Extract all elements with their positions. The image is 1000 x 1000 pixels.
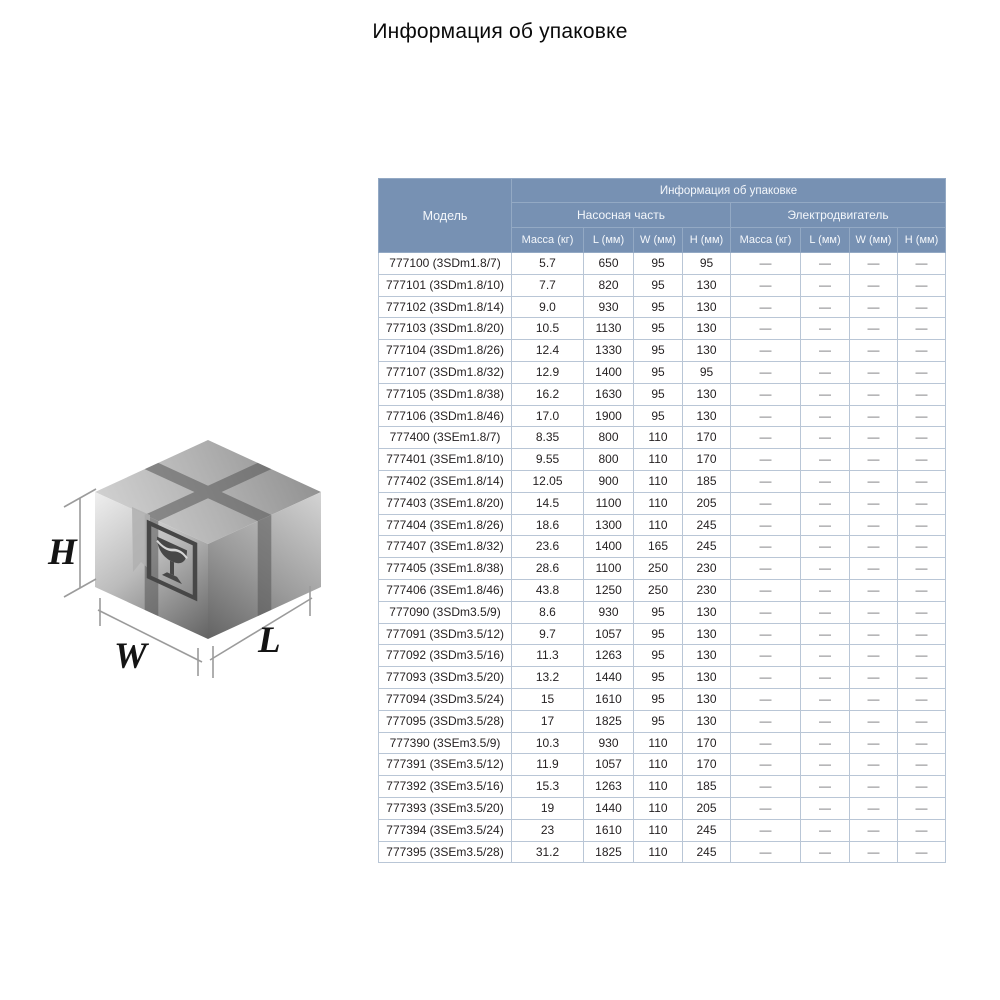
cell-value: 95 [634, 710, 683, 732]
column-header-model: Модель [379, 179, 512, 253]
cell-value: — [898, 667, 946, 689]
cell-value: — [731, 776, 801, 798]
cell-value: — [801, 361, 850, 383]
cell-value: 1440 [584, 797, 634, 819]
cell-value: 11.9 [512, 754, 584, 776]
cell-value: — [850, 492, 898, 514]
cell-value: 1900 [584, 405, 634, 427]
cell-value: 1400 [584, 361, 634, 383]
table-row [379, 536, 946, 558]
cell-value: 110 [634, 819, 683, 841]
cell-value: 1330 [584, 340, 634, 362]
table-row [379, 579, 946, 601]
cell-value: 1057 [584, 754, 634, 776]
cell-value: 245 [683, 514, 731, 536]
cell-value: — [801, 623, 850, 645]
cell-value: 95 [683, 361, 731, 383]
cell-value: — [898, 623, 946, 645]
cell-value: 205 [683, 797, 731, 819]
cell-value: — [801, 536, 850, 558]
cell-model: 777403 (3SEm1.8/20) [379, 492, 512, 514]
cell-value: — [898, 601, 946, 623]
cell-value: — [731, 318, 801, 340]
cell-value: 245 [683, 819, 731, 841]
cell-value: 245 [683, 536, 731, 558]
cell-value: — [801, 296, 850, 318]
cell-value: — [850, 841, 898, 863]
cell-value: — [898, 253, 946, 275]
cell-value: — [898, 449, 946, 471]
cell-value: 95 [634, 645, 683, 667]
cell-value: 110 [634, 776, 683, 798]
cell-value: 110 [634, 797, 683, 819]
cell-value: — [898, 492, 946, 514]
cell-value: — [731, 667, 801, 689]
cell-model: 777405 (3SEm1.8/38) [379, 558, 512, 580]
cell-value: 23.6 [512, 536, 584, 558]
cell-value: 130 [683, 318, 731, 340]
cell-value: — [731, 623, 801, 645]
unit-header-pump-l: L (мм) [584, 228, 634, 253]
cell-value: — [801, 754, 850, 776]
cell-value: — [801, 340, 850, 362]
cell-value: 9.0 [512, 296, 584, 318]
cell-value: 1100 [584, 492, 634, 514]
cell-value: 95 [634, 601, 683, 623]
cell-model: 777407 (3SEm1.8/32) [379, 536, 512, 558]
cell-value: — [850, 776, 898, 798]
cell-value: — [898, 536, 946, 558]
cell-value: 95 [683, 253, 731, 275]
cell-value: 17.0 [512, 405, 584, 427]
cell-value: 95 [634, 318, 683, 340]
cell-value: — [801, 427, 850, 449]
cell-value: — [898, 645, 946, 667]
cell-value: — [850, 645, 898, 667]
cell-value: 15 [512, 688, 584, 710]
table-row [379, 514, 946, 536]
cell-value: — [801, 492, 850, 514]
cell-value: — [850, 405, 898, 427]
cell-model: 777101 (3SDm1.8/10) [379, 274, 512, 296]
table-row [379, 296, 946, 318]
cell-value: — [801, 819, 850, 841]
cell-value: — [898, 405, 946, 427]
cell-value: — [731, 688, 801, 710]
cell-value: 1130 [584, 318, 634, 340]
cell-value: 23 [512, 819, 584, 841]
table-row [379, 754, 946, 776]
cell-value: — [898, 361, 946, 383]
cell-value: 95 [634, 296, 683, 318]
cell-model: 777107 (3SDm1.8/32) [379, 361, 512, 383]
cell-model: 777095 (3SDm3.5/28) [379, 710, 512, 732]
cell-value: 1057 [584, 623, 634, 645]
cell-value: 165 [634, 536, 683, 558]
cell-value: — [898, 470, 946, 492]
cell-value: 250 [634, 579, 683, 601]
cell-value: — [801, 383, 850, 405]
package-box-diagram [40, 422, 342, 684]
cell-value: — [850, 253, 898, 275]
cell-value: — [731, 645, 801, 667]
cell-value: 95 [634, 274, 683, 296]
cell-value: 10.5 [512, 318, 584, 340]
cell-value: — [731, 710, 801, 732]
cell-value: — [731, 601, 801, 623]
cell-value: — [731, 579, 801, 601]
cell-value: 130 [683, 274, 731, 296]
cell-model: 777401 (3SEm1.8/10) [379, 449, 512, 471]
cell-value: — [898, 776, 946, 798]
table-row [379, 776, 946, 798]
cell-value: 9.7 [512, 623, 584, 645]
cell-value: 95 [634, 688, 683, 710]
column-header-motor-section: Электродвигатель [731, 203, 946, 228]
cell-value: 110 [634, 449, 683, 471]
unit-header-motor-w: W (мм) [850, 228, 898, 253]
cell-value: — [801, 688, 850, 710]
cell-value: 130 [683, 296, 731, 318]
cell-model: 777390 (3SEm3.5/9) [379, 732, 512, 754]
cell-value: 1263 [584, 776, 634, 798]
unit-header-motor-h: H (мм) [898, 228, 946, 253]
cell-value: — [850, 274, 898, 296]
cell-model: 777395 (3SEm3.5/28) [379, 841, 512, 863]
cell-value: 1300 [584, 514, 634, 536]
cell-model: 777091 (3SDm3.5/12) [379, 623, 512, 645]
label-width: W [114, 636, 147, 677]
table-row [379, 601, 946, 623]
label-length: L [258, 620, 281, 661]
cell-value: — [801, 732, 850, 754]
cell-model: 777402 (3SEm1.8/14) [379, 470, 512, 492]
cell-model: 777104 (3SDm1.8/26) [379, 340, 512, 362]
cell-value: — [850, 601, 898, 623]
cell-model: 777400 (3SEm1.8/7) [379, 427, 512, 449]
cell-value: 130 [683, 623, 731, 645]
cell-value: — [731, 470, 801, 492]
cell-value: — [898, 340, 946, 362]
cell-value: 230 [683, 558, 731, 580]
cell-value: — [850, 623, 898, 645]
cell-value: — [801, 776, 850, 798]
cell-value: 1610 [584, 819, 634, 841]
cell-value: 8.35 [512, 427, 584, 449]
cell-value: — [801, 449, 850, 471]
cell-model: 777090 (3SDm3.5/9) [379, 601, 512, 623]
column-header-pump-section: Насосная часть [512, 203, 731, 228]
cell-value: — [898, 579, 946, 601]
cell-value: — [850, 340, 898, 362]
cell-value: 31.2 [512, 841, 584, 863]
cell-value: 250 [634, 558, 683, 580]
cell-value: 130 [683, 645, 731, 667]
cell-value: 205 [683, 492, 731, 514]
cell-value: — [850, 514, 898, 536]
cell-value: 900 [584, 470, 634, 492]
cell-value: 1825 [584, 841, 634, 863]
cell-value: — [898, 710, 946, 732]
cell-model: 777103 (3SDm1.8/20) [379, 318, 512, 340]
cell-value: 820 [584, 274, 634, 296]
table-row [379, 405, 946, 427]
cell-value: — [898, 318, 946, 340]
page-title: Информация об упаковке [372, 20, 628, 43]
cell-value: 800 [584, 427, 634, 449]
cell-value: 170 [683, 427, 731, 449]
cell-value: 930 [584, 732, 634, 754]
table-row [379, 623, 946, 645]
table-row [379, 797, 946, 819]
cell-value: — [731, 296, 801, 318]
cell-value: 95 [634, 623, 683, 645]
cell-value: 110 [634, 427, 683, 449]
cell-model: 777106 (3SDm1.8/46) [379, 405, 512, 427]
cell-model: 777406 (3SEm1.8/46) [379, 579, 512, 601]
table-row [379, 470, 946, 492]
cell-value: — [850, 470, 898, 492]
cell-value: 1263 [584, 645, 634, 667]
unit-header-pump-mass: Масса (кг) [512, 228, 584, 253]
cell-model: 777094 (3SDm3.5/24) [379, 688, 512, 710]
cell-value: — [801, 274, 850, 296]
cell-value: — [731, 405, 801, 427]
cell-value: — [801, 667, 850, 689]
cell-value: — [731, 558, 801, 580]
cell-value: 650 [584, 253, 634, 275]
cell-value: — [850, 383, 898, 405]
table-row [379, 841, 946, 863]
cell-value: — [850, 296, 898, 318]
cell-value: — [850, 688, 898, 710]
cell-value: — [850, 361, 898, 383]
cell-value: 95 [634, 361, 683, 383]
cell-value: 170 [683, 754, 731, 776]
cell-value: 130 [683, 340, 731, 362]
cell-value: — [850, 754, 898, 776]
cell-value: 7.7 [512, 274, 584, 296]
cell-value: 110 [634, 492, 683, 514]
cell-value: 130 [683, 667, 731, 689]
cell-value: 5.7 [512, 253, 584, 275]
cell-value: — [898, 296, 946, 318]
cell-value: — [898, 797, 946, 819]
cell-value: 19 [512, 797, 584, 819]
cell-value: 110 [634, 514, 683, 536]
cell-value: 9.55 [512, 449, 584, 471]
cell-model: 777393 (3SEm3.5/20) [379, 797, 512, 819]
cell-value: 16.2 [512, 383, 584, 405]
cell-value: 95 [634, 667, 683, 689]
cell-value: — [731, 449, 801, 471]
cell-value: — [850, 536, 898, 558]
cell-value: — [898, 688, 946, 710]
cell-value: — [898, 427, 946, 449]
cell-value: — [898, 819, 946, 841]
cell-model: 777394 (3SEm3.5/24) [379, 819, 512, 841]
table-row [379, 449, 946, 471]
cell-value: 8.6 [512, 601, 584, 623]
cell-value: — [898, 732, 946, 754]
cell-value: — [731, 427, 801, 449]
cell-value: 110 [634, 470, 683, 492]
cell-value: 185 [683, 776, 731, 798]
cell-value: — [801, 405, 850, 427]
cell-value: 11.3 [512, 645, 584, 667]
table-row [379, 361, 946, 383]
cell-value: 1250 [584, 579, 634, 601]
cell-value: 1440 [584, 667, 634, 689]
cell-value: 18.6 [512, 514, 584, 536]
cell-value: 12.9 [512, 361, 584, 383]
cell-model: 777404 (3SEm1.8/26) [379, 514, 512, 536]
cell-value: 17 [512, 710, 584, 732]
cell-value: — [850, 732, 898, 754]
cell-value: 28.6 [512, 558, 584, 580]
table-row [379, 274, 946, 296]
cell-value: 1630 [584, 383, 634, 405]
table-row [379, 427, 946, 449]
table-row [379, 558, 946, 580]
cell-value: — [850, 819, 898, 841]
cell-value: — [898, 841, 946, 863]
table-row [379, 340, 946, 362]
cell-model: 777105 (3SDm1.8/38) [379, 383, 512, 405]
label-height: H [48, 532, 77, 573]
cell-model: 777392 (3SEm3.5/16) [379, 776, 512, 798]
cell-value: — [850, 797, 898, 819]
cell-value: — [850, 710, 898, 732]
cell-value: — [731, 819, 801, 841]
cell-value: 130 [683, 383, 731, 405]
cell-value: 95 [634, 340, 683, 362]
cell-value: 1610 [584, 688, 634, 710]
cell-value: — [850, 427, 898, 449]
cell-value: 12.05 [512, 470, 584, 492]
cell-value: — [801, 579, 850, 601]
cell-value: — [731, 361, 801, 383]
cell-value: — [731, 754, 801, 776]
table-row [379, 710, 946, 732]
table-row [379, 383, 946, 405]
cell-model: 777391 (3SEm3.5/12) [379, 754, 512, 776]
cell-value: 1100 [584, 558, 634, 580]
cell-value: 230 [683, 579, 731, 601]
cell-model: 777093 (3SDm3.5/20) [379, 667, 512, 689]
table-row [379, 318, 946, 340]
cell-value: — [898, 514, 946, 536]
cell-value: — [731, 253, 801, 275]
cell-value: — [801, 841, 850, 863]
cell-model: 777092 (3SDm3.5/16) [379, 645, 512, 667]
cell-value: — [898, 274, 946, 296]
cell-value: — [898, 558, 946, 580]
cell-value: — [801, 601, 850, 623]
cell-value: 43.8 [512, 579, 584, 601]
table-row [379, 253, 946, 275]
cell-value: — [898, 383, 946, 405]
cell-value: 95 [634, 253, 683, 275]
cell-value: — [898, 754, 946, 776]
cell-value: 930 [584, 601, 634, 623]
cell-value: — [801, 470, 850, 492]
cell-value: 130 [683, 688, 731, 710]
cell-value: — [850, 579, 898, 601]
cell-value: 15.3 [512, 776, 584, 798]
cell-value: — [850, 449, 898, 471]
cell-value: 95 [634, 383, 683, 405]
column-header-packaging-group: Информация об упаковке [512, 179, 946, 203]
cell-value: 130 [683, 405, 731, 427]
cell-value: — [731, 797, 801, 819]
table-row [379, 819, 946, 841]
table-row [379, 667, 946, 689]
table-row [379, 732, 946, 754]
cell-value: — [850, 667, 898, 689]
cell-value: — [801, 797, 850, 819]
table-row [379, 688, 946, 710]
cell-value: 1825 [584, 710, 634, 732]
cell-value: 14.5 [512, 492, 584, 514]
table-row [379, 645, 946, 667]
table-row [379, 492, 946, 514]
cell-value: — [731, 492, 801, 514]
unit-header-pump-w: W (мм) [634, 228, 683, 253]
cell-value: 130 [683, 710, 731, 732]
unit-header-pump-h: H (мм) [683, 228, 731, 253]
cell-model: 777102 (3SDm1.8/14) [379, 296, 512, 318]
cell-value: 245 [683, 841, 731, 863]
cell-value: — [801, 645, 850, 667]
cell-value: — [801, 710, 850, 732]
cell-value: 170 [683, 732, 731, 754]
cell-value: — [801, 514, 850, 536]
cell-value: 930 [584, 296, 634, 318]
cell-value: — [801, 318, 850, 340]
cell-value: — [731, 340, 801, 362]
cell-value: 800 [584, 449, 634, 471]
cell-value: 185 [683, 470, 731, 492]
cell-value: 110 [634, 732, 683, 754]
cell-value: 12.4 [512, 340, 584, 362]
unit-header-motor-mass: Масса (кг) [731, 228, 801, 253]
cell-value: 110 [634, 754, 683, 776]
cell-value: 170 [683, 449, 731, 471]
cell-value: — [731, 732, 801, 754]
cell-value: — [850, 318, 898, 340]
cell-value: 13.2 [512, 667, 584, 689]
cell-value: 10.3 [512, 732, 584, 754]
unit-header-motor-l: L (мм) [801, 228, 850, 253]
packaging-table [378, 178, 946, 863]
cell-value: — [731, 841, 801, 863]
cell-value: 110 [634, 841, 683, 863]
cell-value: — [801, 253, 850, 275]
cell-value: — [731, 274, 801, 296]
cell-value: — [731, 514, 801, 536]
cell-value: — [731, 536, 801, 558]
cell-value: 130 [683, 601, 731, 623]
cell-value: — [731, 383, 801, 405]
cell-value: 1400 [584, 536, 634, 558]
cell-value: 95 [634, 405, 683, 427]
cell-value: — [801, 558, 850, 580]
cell-model: 777100 (3SDm1.8/7) [379, 253, 512, 275]
cell-value: — [850, 558, 898, 580]
